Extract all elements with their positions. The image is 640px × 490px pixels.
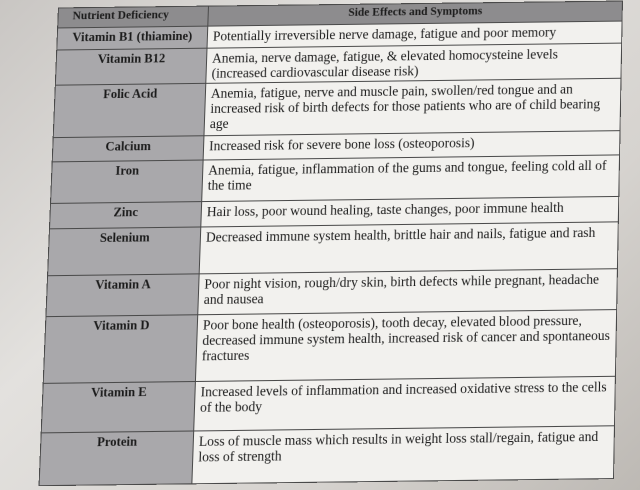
nutrient-name: Iron — [51, 160, 204, 203]
nutrient-name: Vitamin D — [43, 315, 198, 383]
printed-page — [39, 1, 622, 487]
symptom-text: Increased risk for severe bone loss (osteoporosis) — [203, 131, 620, 161]
nutrient-name: Vitamin B1 (thiamine) — [57, 26, 208, 50]
table-row — [41, 376, 615, 433]
table-row — [39, 426, 614, 486]
symptom-text: Hair loss, poor wound healing, taste changes, poor immune health — [201, 196, 619, 227]
table-row — [51, 155, 620, 203]
symptom-text: Loss of muscle mass which results in weight loss stall/regain, fatigue and loss of strength — [192, 426, 615, 484]
symptom-text: Increased levels of inflammation and increased oxidative stress to the cells of the body — [194, 376, 616, 431]
symptom-text: Anemia, nerve damage, fatigue, & elevated homocysteine levels (increased cardiovascular disease risk) — [206, 43, 622, 83]
header-side-effects: Side Effects and Symptoms — [208, 1, 623, 26]
header-nutrient-deficiency: Nutrient Deficiency — [58, 6, 209, 28]
symptom-text: Decreased immune system health, brittle hair and nails, fatigue and rash — [199, 222, 618, 274]
nutrient-deficiency-table — [39, 1, 623, 487]
symptom-text: Anemia, fatigue, inflammation of the gums and tongue, feeling cold all of the time — [202, 155, 620, 201]
table-row — [53, 78, 621, 138]
table-row — [43, 310, 616, 384]
nutrient-name: Zinc — [49, 201, 201, 229]
nutrient-name: Vitamin E — [41, 381, 195, 433]
symptom-text: Poor night vision, rough/dry skin, birth defects while pregnant, headache and nausea — [198, 268, 618, 315]
symptom-text: Poor bone health (osteoporosis), tooth decay, elevated blood pressure, decreased immune system health, increased risk of cancer and spontaneous fractures — [195, 310, 616, 382]
symptom-text: Anemia, fatigue, nerve and muscle pain, swollen/red tongue and an increased risk of birth defects for those patients who are of child bearing age — [204, 78, 621, 136]
nutrient-name: Vitamin A — [46, 274, 199, 317]
nutrient-name: Folic Acid — [53, 83, 206, 138]
symptom-text: Potentially irreversible nerve damage, fatigue and poor memory — [207, 21, 622, 48]
table-row — [48, 222, 619, 275]
nutrient-name: Protein — [39, 431, 194, 485]
nutrient-name: Selenium — [48, 227, 201, 275]
table-row — [46, 268, 618, 316]
nutrient-name: Calcium — [52, 136, 204, 162]
nutrient-name: Vitamin B12 — [55, 48, 207, 84]
